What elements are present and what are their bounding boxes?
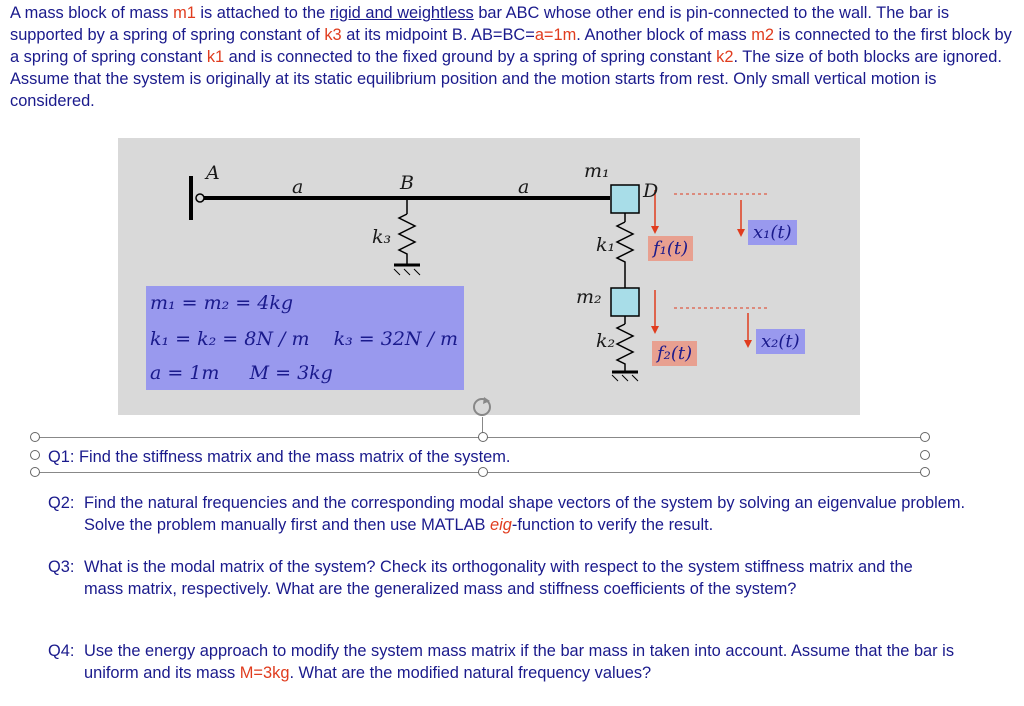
disp2-box: x₂(t) — [756, 329, 805, 354]
disp2-arrowhead — [744, 340, 752, 348]
q3-head: Q3: — [48, 558, 75, 576]
intro-text: . The size of both blocks are ignored. Assume that the system is originally at its static equilibrium position and the motion starts from rest. Only small vertical motion is considered. — [10, 48, 1002, 110]
intro-text: A mass block of mass — [10, 4, 174, 22]
q4-text: Use the energy approach to modify the system mass matrix if the bar mass in taken into account. Assume that the bar is uniform and its mass — [84, 642, 955, 682]
question-4 — [48, 640, 958, 684]
resize-handle[interactable] — [30, 432, 40, 442]
resize-handle[interactable] — [30, 467, 40, 477]
k2-ref: k2 — [716, 48, 734, 66]
q4-text: . What are the modified natural frequency values? — [289, 664, 652, 682]
q3-body: What is the modal matrix of the system? Check its orthogonality with respect to the system stiffness matrix and the mass matrix, respectively. What are the generalized mass and stiffness coefficients of the system? — [84, 558, 913, 598]
label-A: A — [206, 162, 220, 184]
k3-ref: k3 — [324, 26, 342, 44]
q4-M: M=3kg — [239, 664, 290, 682]
q2-head: Q2: — [48, 494, 75, 512]
system-diagram[interactable] — [118, 138, 860, 415]
q2-text: -function to verify the result. — [511, 516, 714, 534]
force1-arrowhead — [651, 226, 659, 234]
rotate-handle-icon[interactable] — [470, 395, 494, 419]
label-m1: m₁ — [584, 160, 610, 182]
label-D: D — [643, 180, 659, 202]
q2-text: Find the natural frequencies and the corresponding modal shape vectors of the system by solving an eigenvalue problem. Solve the problem manually first and then use MATLAB — [84, 494, 966, 534]
ground-hatch — [404, 269, 410, 275]
label-a-left: a — [292, 176, 304, 198]
intro-text: bar ABC whose other end is pin-connected to the wall. The bar is supported by a spring of spring constant of — [10, 4, 950, 44]
q2-body — [48, 492, 968, 536]
intro-text: is connected to the first block by a spring of spring constant — [10, 26, 1012, 66]
intro-text: and is connected to the fixed ground by a spring of spring constant — [224, 48, 717, 66]
label-k1: k₁ — [596, 234, 616, 256]
spring-k1-coil — [617, 222, 633, 288]
label-B: B — [400, 172, 414, 194]
params-line-1: m₁ = m₂ = 4kg — [150, 292, 294, 314]
question-1[interactable] — [48, 446, 928, 468]
label-k3: k₃ — [372, 226, 392, 248]
spring-k2-coil — [617, 324, 633, 371]
label-m2: m₂ — [576, 286, 602, 308]
label-k2: k₂ — [596, 330, 616, 352]
ground-hatch — [632, 375, 638, 381]
parameters-box — [146, 286, 464, 390]
resize-handle[interactable] — [30, 450, 40, 460]
pin-joint — [196, 194, 204, 202]
question-2 — [48, 492, 968, 536]
rigid-weightless-underlined: rigid and weightless — [329, 4, 474, 22]
k1-ref: k1 — [206, 48, 225, 66]
mass-m2 — [611, 288, 639, 316]
q4-head: Q4: — [48, 642, 75, 660]
ground-hatch — [612, 375, 618, 381]
intro-text: at its midpoint B. AB=BC= — [341, 26, 535, 44]
params-line-2: k₁ = k₂ = 8N / m k₃ = 32N / m — [150, 328, 459, 350]
force1-box: f₁(t) — [648, 236, 693, 261]
a-value-ref: a=1m — [534, 26, 577, 44]
resize-handle[interactable] — [478, 432, 488, 442]
q2-eig: eig — [490, 516, 512, 534]
resize-handle[interactable] — [920, 467, 930, 477]
m1-ref: m1 — [173, 4, 196, 22]
problem-statement — [10, 2, 1020, 112]
q1-head: Q1: — [48, 448, 75, 466]
intro-text: . Another block of mass — [576, 26, 752, 44]
resize-handle[interactable] — [478, 467, 488, 477]
q1-text: Find the stiffness matrix and the mass matrix of the system. — [78, 448, 511, 466]
mass-m1 — [611, 185, 639, 213]
m2-ref: m2 — [751, 26, 774, 44]
disp1-box: x₁(t) — [748, 220, 797, 245]
q4-body — [48, 640, 958, 684]
force2-arrowhead — [651, 326, 659, 334]
ground-hatch — [414, 269, 420, 275]
force2-box: f₂(t) — [652, 341, 697, 366]
spring-k3-coil — [399, 214, 415, 264]
ground-hatch — [394, 269, 400, 275]
question-3 — [48, 556, 948, 600]
ground-hatch — [622, 375, 628, 381]
params-line-3: a = 1m M = 3kg — [150, 362, 333, 384]
intro-text: is attached to the — [195, 4, 330, 22]
resize-handle[interactable] — [920, 432, 930, 442]
disp1-arrowhead — [737, 229, 745, 237]
label-a-right: a — [518, 176, 530, 198]
